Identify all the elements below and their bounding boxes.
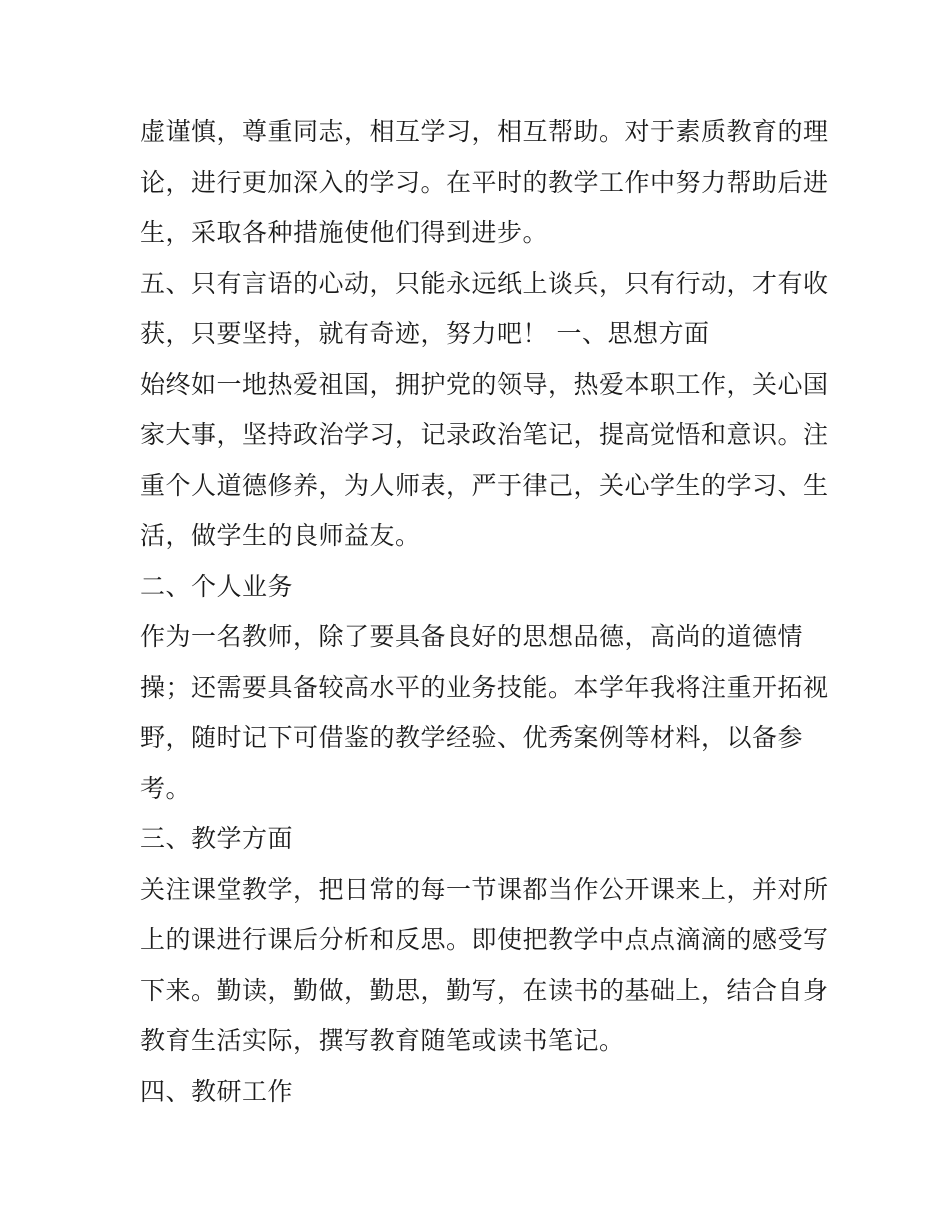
text-line: 下来。勤读，勤做，勤思，勤写，在读书的基础上，结合自身 <box>140 975 829 1005</box>
text-line: 论，进行更加深入的学习。在平时的教学工作中努力帮助后进 <box>140 167 829 197</box>
text-line: 操；还需要具备较高水平的业务技能。本学年我将注重开拓视 <box>140 672 829 702</box>
text-line: 始终如一地热爱祖国，拥护党的领导，热爱本职工作，关心国 <box>140 369 829 399</box>
text-line: 虚谨慎，尊重同志，相互学习，相互帮助。对于素质教育的理 <box>140 117 829 146</box>
text-line: 作为一名教师，除了要具备良好的思想品德，高尚的道德情 <box>140 622 804 651</box>
text-line: 关注课堂教学，把日常的每一节课都当作公开课来上，并对所 <box>140 874 829 904</box>
text-line: 家大事，坚持政治学习，记录政治笔记，提高觉悟和意识。注 <box>140 420 829 449</box>
text-line: 考。 <box>140 773 192 803</box>
text-line: 重个人道德修养，为人师表，严于律己，关心学生的学习、生 <box>140 470 829 500</box>
text-line: 教育生活实际，撰写教育随笔或读书笔记。 <box>140 1026 625 1055</box>
section-heading-teaching: 三、教学方面 <box>140 824 294 853</box>
text-line: 野，随时记下可借鉴的教学经验、优秀案例等材料，以备参 <box>140 723 804 752</box>
section-heading-personal-work: 二、个人业务 <box>140 571 294 601</box>
text-line: 获，只要坚持，就有奇迹，努力吧！ 一、思想方面 <box>140 319 710 348</box>
text-line: 上的课进行课后分析和反思。即使把教学中点点滴滴的感受写 <box>140 925 829 954</box>
text-line: 活，做学生的良师益友。 <box>140 521 421 550</box>
document-body <box>140 107 829 1117</box>
section-heading-five: 五、只有言语的心动，只能永远纸上谈兵，只有行动，才有收 <box>140 268 829 298</box>
section-heading-research: 四、教研工作 <box>140 1076 294 1106</box>
text-line: 生，采取各种措施使他们得到进步。 <box>140 218 549 247</box>
